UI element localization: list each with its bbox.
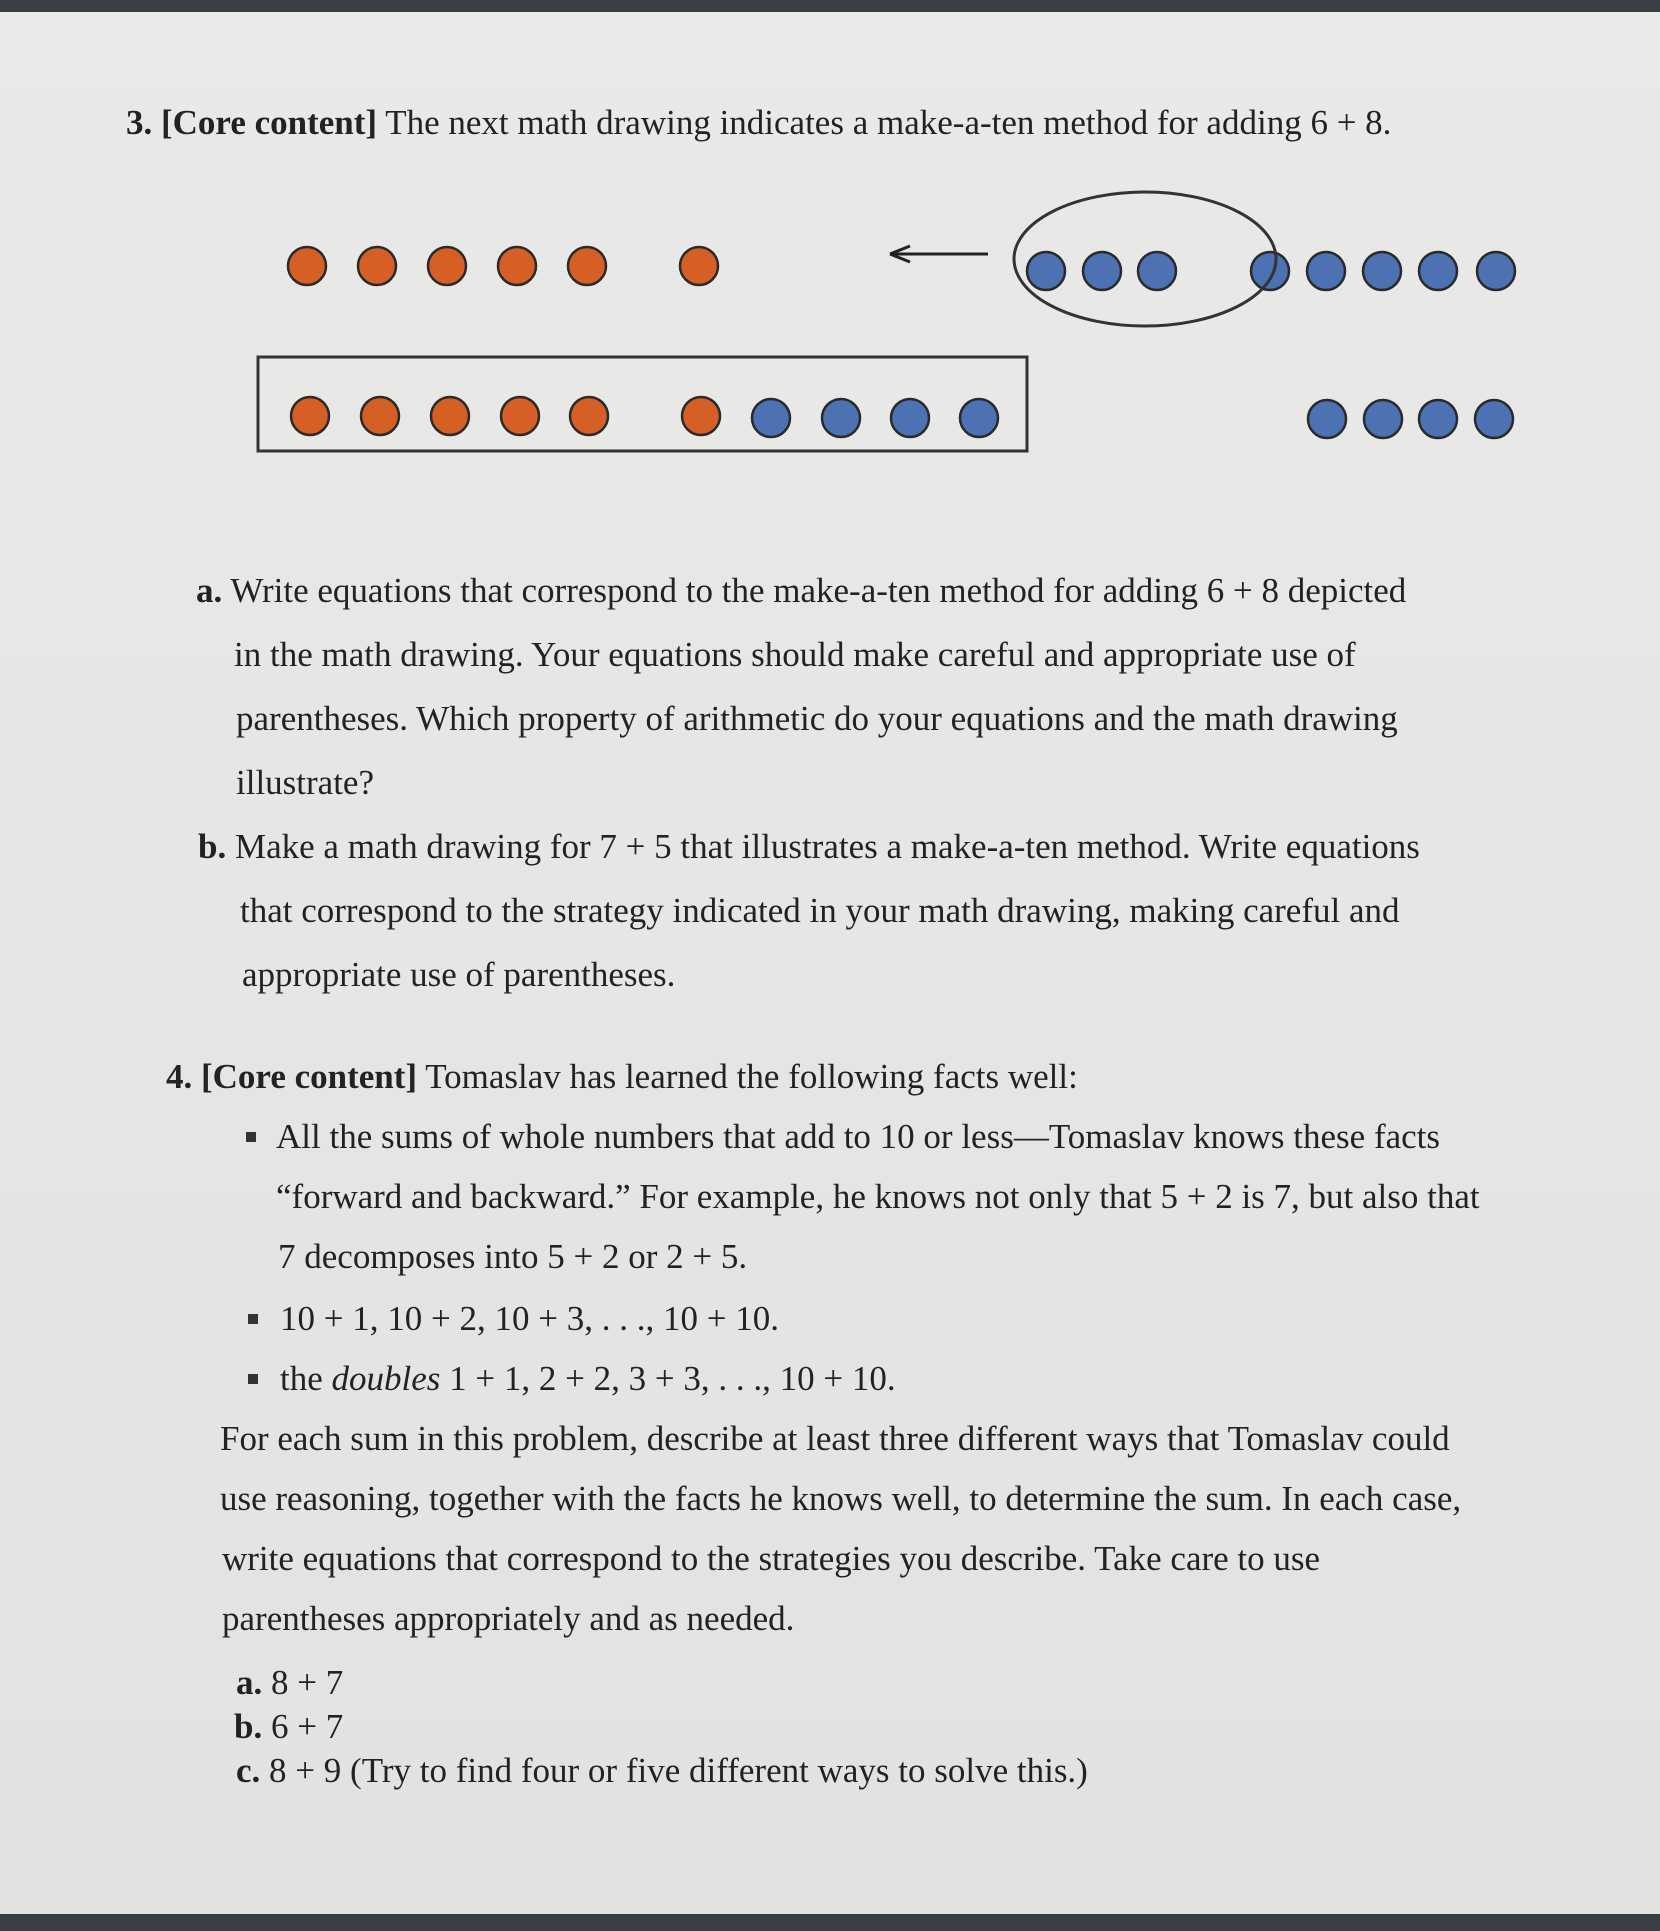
blue-dot bbox=[1475, 400, 1513, 438]
make-a-ten-drawing bbox=[0, 12, 1660, 472]
textbook-page bbox=[0, 12, 1660, 1914]
problem-3a-line-4: illustrate? bbox=[236, 763, 375, 802]
blue-dot bbox=[822, 399, 860, 437]
bullet-square-icon bbox=[248, 1374, 258, 1384]
problem-3a-label: a. bbox=[196, 571, 223, 610]
bullet-3-rest: 1 + 1, 2 + 2, 3 + 3, . . ., 10 + 10. bbox=[449, 1359, 896, 1398]
problem-4-item-b bbox=[234, 1706, 343, 1748]
problem-3-number: 3. bbox=[126, 103, 153, 142]
problem-4-heading bbox=[166, 1056, 1078, 1098]
blue-dot bbox=[1477, 252, 1515, 290]
blue-dot bbox=[1083, 252, 1121, 290]
blue-dot bbox=[1138, 252, 1176, 290]
problem-4-tag: [Core content] bbox=[201, 1057, 418, 1096]
problem-4-para-line-3: write equations that correspond to the strategies you describe. Take care to use bbox=[222, 1539, 1321, 1578]
problem-3a-line-1 bbox=[196, 570, 1406, 612]
orange-dot bbox=[680, 247, 718, 285]
problem-4-item-c bbox=[236, 1750, 1088, 1792]
problem-4-para-line-2: use reasoning, together with the facts he knows well, to determine the sum. In each case, bbox=[220, 1479, 1462, 1518]
problem-3-tag: [Core content] bbox=[161, 103, 378, 142]
blue-dot bbox=[1308, 400, 1346, 438]
bullet-square-icon bbox=[248, 1314, 258, 1324]
blue-dot bbox=[1419, 252, 1457, 290]
blue-dot bbox=[891, 399, 929, 437]
bullet-2-text: 10 + 1, 10 + 2, 10 + 3, . . ., 10 + 10. bbox=[280, 1299, 779, 1338]
orange-dot bbox=[291, 397, 329, 435]
bullet-1-line-3: 7 decomposes into 5 + 2 or 2 + 5. bbox=[278, 1237, 748, 1276]
orange-dot bbox=[568, 247, 606, 285]
orange-dot bbox=[501, 397, 539, 435]
orange-dot bbox=[428, 247, 466, 285]
problem-3a-line-3: parentheses. Which property of arithmetic do your equations and the math drawing bbox=[236, 699, 1398, 738]
problem-3b-label: b. bbox=[198, 827, 227, 866]
problem-3b-line-1 bbox=[198, 826, 1420, 868]
blue-dot bbox=[960, 399, 998, 437]
problem-3-intro: The next math drawing indicates a make-a-ten method for adding 6 + 8. bbox=[385, 103, 1392, 142]
problem-3b-line-2: that correspond to the strategy indicated in your math drawing, making careful and bbox=[240, 891, 1400, 930]
problem-4-number: 4. bbox=[166, 1057, 193, 1096]
problem-4-item-a bbox=[236, 1662, 343, 1704]
blue-dot bbox=[1307, 252, 1345, 290]
bullet-square-icon bbox=[246, 1132, 256, 1142]
problem-4-para-line-1: For each sum in this problem, describe at least three different ways that Tomaslav could bbox=[220, 1419, 1450, 1458]
problem-3a-text-1: Write equations that correspond to the make-a-ten method for adding 6 + 8 depicted bbox=[230, 571, 1407, 610]
problem-4-item-c-label: c. bbox=[236, 1751, 261, 1790]
bullet-3-italic: doubles bbox=[331, 1359, 441, 1398]
problem-3b-text-1: Make a math drawing for 7 + 5 that illustrates a make-a-ten method. Write equations bbox=[234, 827, 1420, 866]
blue-dot bbox=[1027, 252, 1065, 290]
arrow-left-icon bbox=[890, 246, 988, 262]
problem-4-item-b-label: b. bbox=[234, 1707, 263, 1746]
bullet-3-prefix: the bbox=[280, 1359, 323, 1398]
blue-dot bbox=[1364, 400, 1402, 438]
problem-4-intro: Tomaslav has learned the following facts well: bbox=[425, 1057, 1078, 1096]
problem-4-para-line-4: parentheses appropriately and as needed. bbox=[222, 1599, 795, 1638]
problem-3a-line-2: in the math drawing. Your equations should make careful and appropriate use of bbox=[234, 635, 1356, 674]
orange-dot bbox=[498, 247, 536, 285]
bullet-3-text bbox=[280, 1358, 896, 1400]
bullet-1-line-2: “forward and backward.” For example, he knows not only that 5 + 2 is 7, but also that bbox=[276, 1177, 1480, 1216]
orange-dot bbox=[361, 397, 399, 435]
drawing-row-bottom bbox=[291, 397, 1513, 438]
blue-dot bbox=[1363, 252, 1401, 290]
problem-4-item-b-text: 6 + 7 bbox=[270, 1707, 344, 1746]
orange-dot bbox=[358, 247, 396, 285]
blue-dot bbox=[1251, 252, 1289, 290]
problem-4-item-c-text: 8 + 9 (Try to find four or five different ways to solve this.) bbox=[269, 1751, 1088, 1790]
problem-4-item-a-text: 8 + 7 bbox=[271, 1663, 344, 1702]
orange-dot bbox=[288, 247, 326, 285]
orange-dot bbox=[570, 397, 608, 435]
problem-3b-line-3: appropriate use of parentheses. bbox=[242, 955, 676, 994]
problem-4-item-a-label: a. bbox=[236, 1663, 263, 1702]
bullet-1-line-1: All the sums of whole numbers that add to 10 or less—Tomaslav knows these facts bbox=[276, 1117, 1441, 1156]
blue-dot bbox=[1419, 400, 1457, 438]
orange-dot bbox=[682, 397, 720, 435]
blue-dot bbox=[752, 399, 790, 437]
orange-dot bbox=[431, 397, 469, 435]
